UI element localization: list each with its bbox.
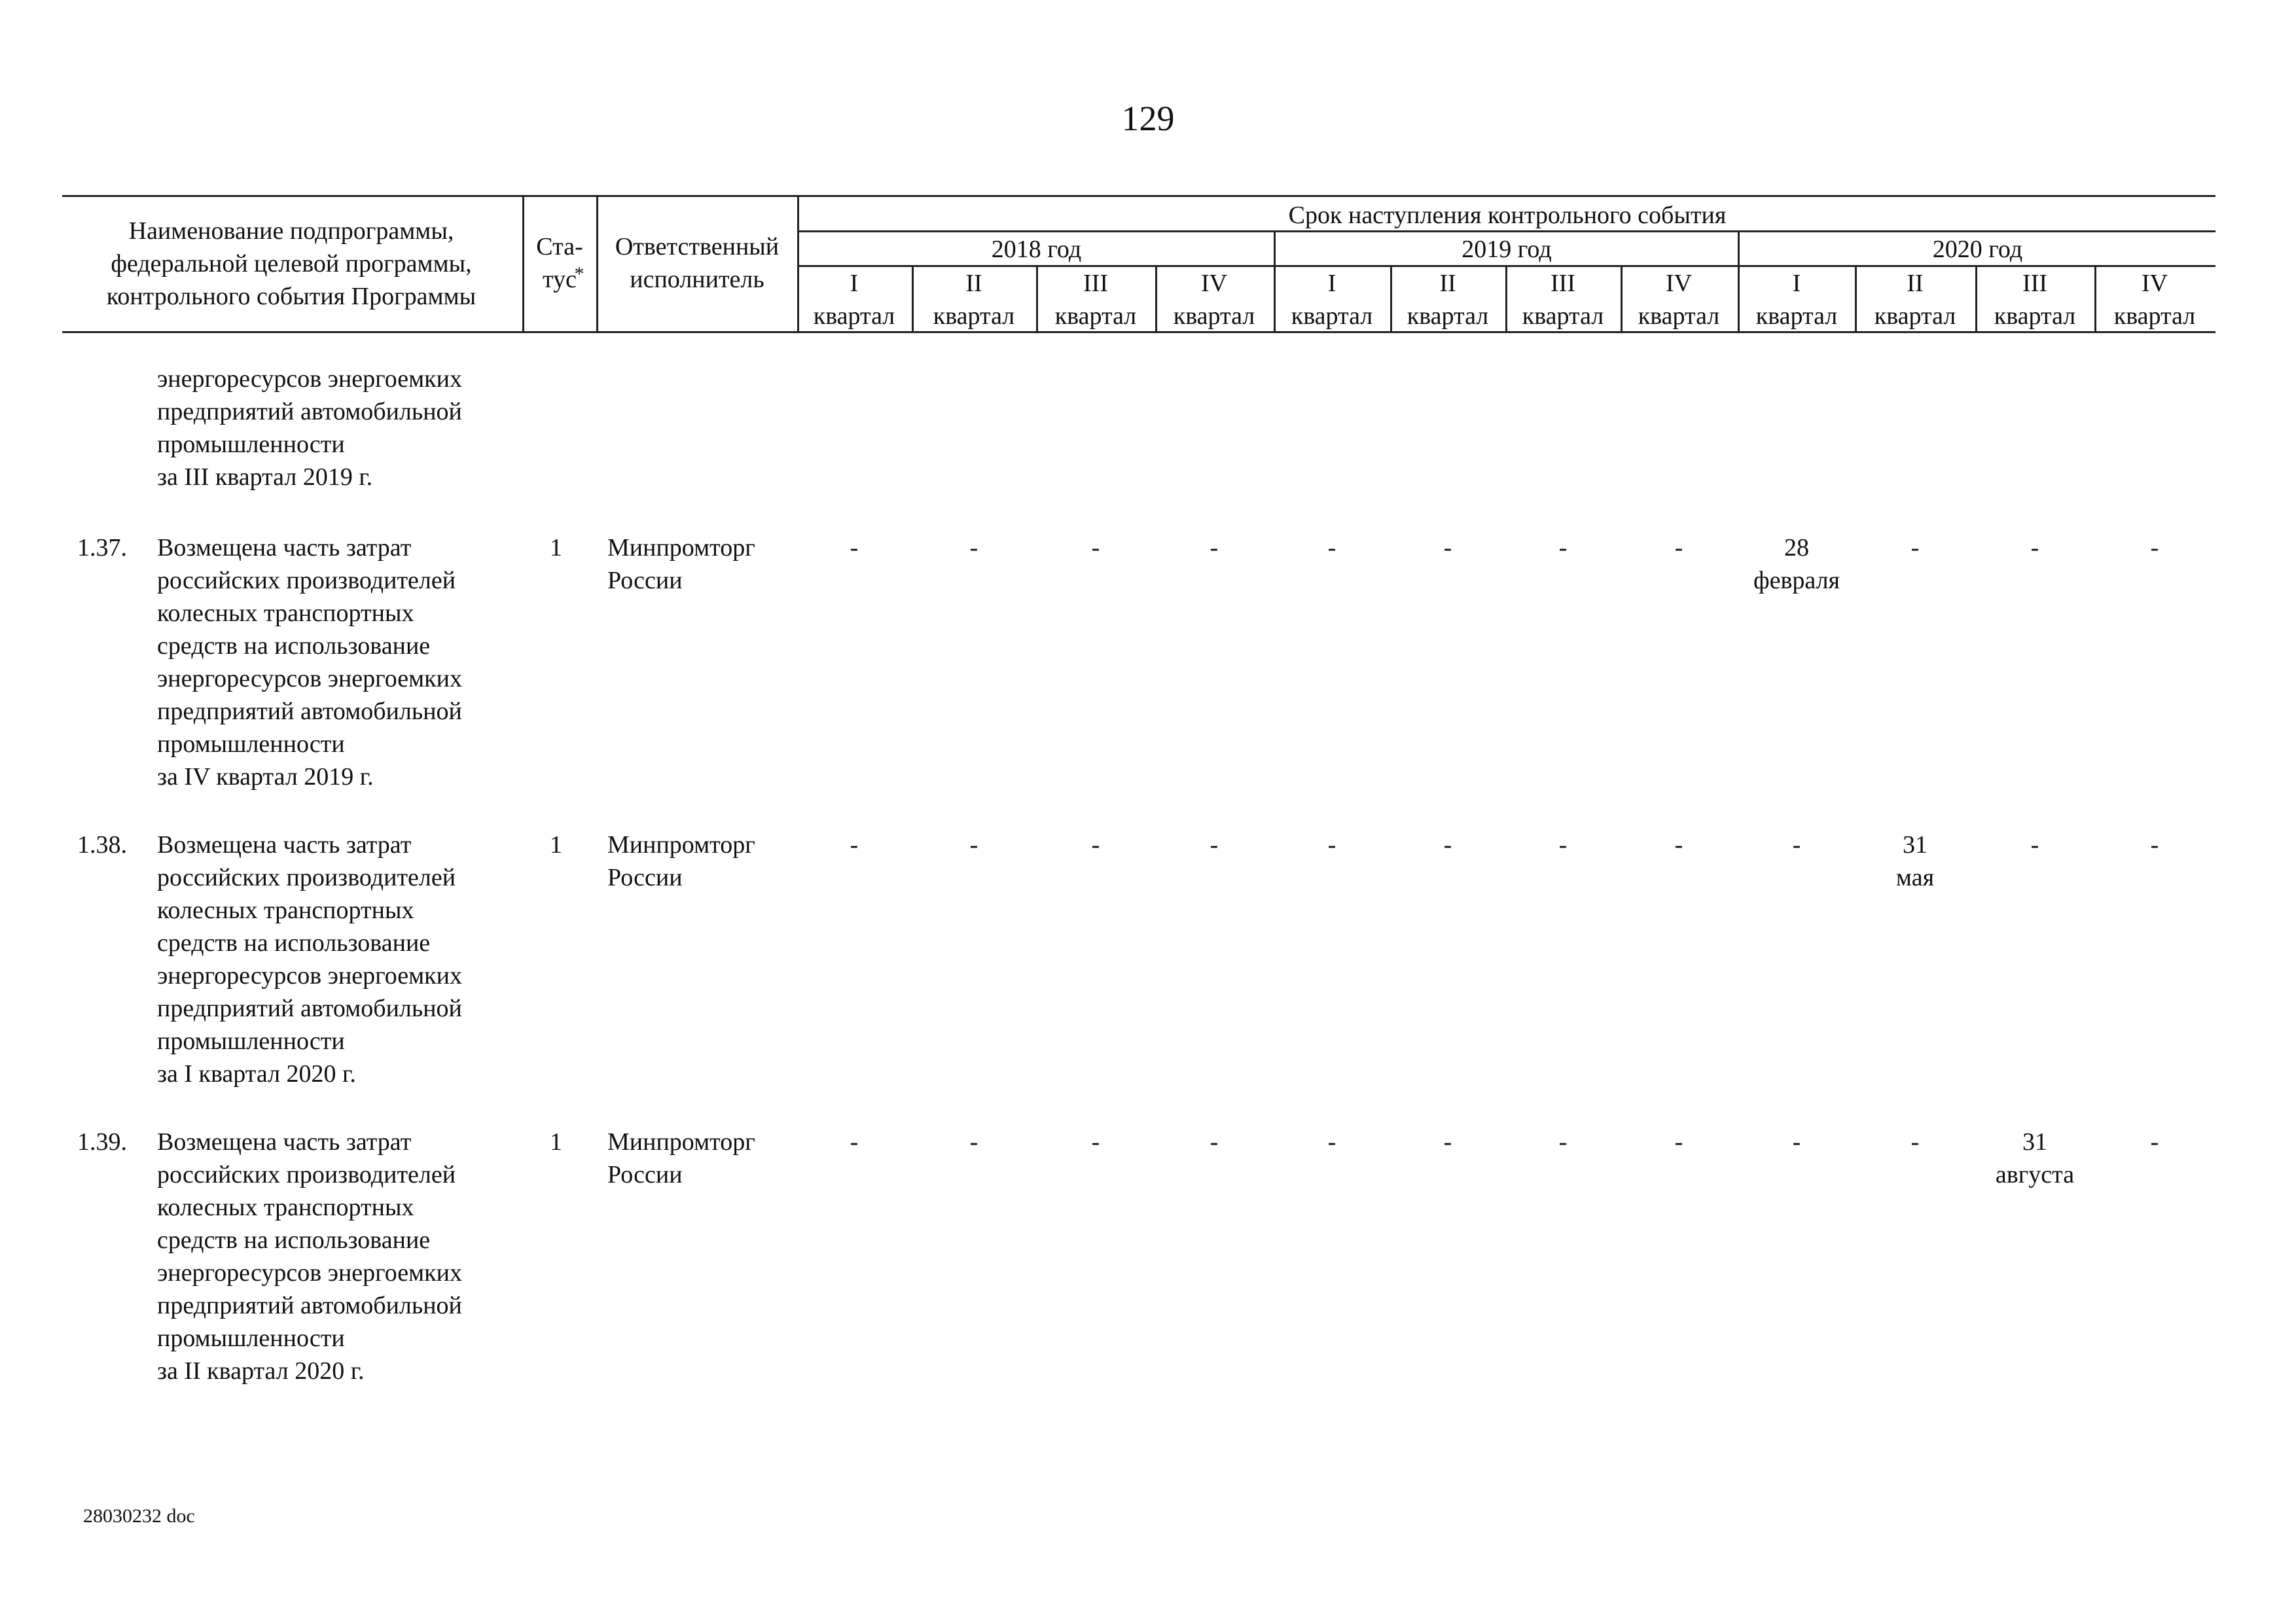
quarter-value: -	[850, 831, 859, 859]
quarter-header-numeral: I	[1327, 270, 1336, 297]
quarter-header-word: квартал	[1755, 302, 1838, 330]
header-executor-column: Ответственный исполнитель	[615, 233, 780, 293]
row-status: 1	[550, 1128, 562, 1156]
quarter-value: -	[1558, 1128, 1568, 1156]
quarter-header-word: квартал	[1638, 302, 1720, 330]
header-year-2018: 2018 год	[991, 236, 1082, 263]
header-year-2020: 2020 год	[1932, 236, 2023, 263]
event-name: энергоресурсов энергоемких предприятий автомобильной промышленности за III квартал 2019 г.	[157, 365, 462, 491]
quarter-value: -	[2150, 1128, 2159, 1156]
quarter-header-numeral: II	[965, 270, 982, 297]
document-code: 28030232 doc	[83, 1505, 195, 1527]
quarter-header-numeral: II	[1439, 270, 1456, 297]
quarter-header-word: квартал	[1291, 302, 1373, 330]
row-executor: Минпромторг России	[607, 831, 755, 891]
quarter-value: -	[1327, 1128, 1336, 1156]
quarter-value: -	[1558, 831, 1568, 859]
quarter-value: -	[1674, 534, 1683, 562]
event-name: Возмещена часть затрат российских производителей колесных транспортных средств на использование энергоресурсов энергоемких предприятий автомобильной промышленности за II квартал 2020 г.	[157, 1128, 462, 1385]
quarter-value: -	[969, 534, 978, 562]
header-status-column: Ста- тус	[536, 233, 583, 293]
quarter-header-numeral: IV	[1665, 270, 1693, 297]
header-name-column: Наименование подпрограммы, федеральной целевой программы, контрольного события Программы	[106, 217, 476, 310]
quarter-value: -	[1674, 1128, 1683, 1156]
quarter-value: -	[1091, 1128, 1100, 1156]
quarter-value: 28 февраля	[1753, 534, 1840, 594]
quarter-value: -	[1910, 534, 1920, 562]
quarter-header-word: квартал	[1994, 302, 2076, 330]
quarter-value: 31 мая	[1895, 831, 1935, 891]
quarter-value: -	[1674, 831, 1683, 859]
quarter-value: -	[1443, 831, 1452, 859]
quarter-value: -	[969, 1128, 978, 1156]
quarter-value: -	[1443, 1128, 1452, 1156]
quarter-value: -	[2150, 831, 2159, 859]
quarter-header-word: квартал	[1407, 302, 1489, 330]
quarter-header-word: квартал	[1054, 302, 1137, 330]
quarter-value: -	[2150, 534, 2159, 562]
quarter-header-numeral: I	[850, 270, 859, 297]
event-name: Возмещена часть затрат российских производителей колесных транспортных средств на использование энергоресурсов энергоемких предприятий автомобильной промышленности за I квартал 2020 г.	[157, 831, 462, 1088]
row-number: 1.38.	[77, 831, 127, 859]
quarter-value: -	[1327, 534, 1336, 562]
quarter-header-numeral: III	[2022, 270, 2047, 297]
quarter-value: -	[969, 831, 978, 859]
quarter-value: -	[1792, 1128, 1801, 1156]
quarter-header-numeral: III	[1551, 270, 1575, 297]
quarter-value: -	[1558, 534, 1568, 562]
row-executor: Минпромторг России	[607, 1128, 755, 1188]
quarter-header-numeral: II	[1907, 270, 1924, 297]
quarter-value: -	[1091, 831, 1100, 859]
quarter-header-word: квартал	[1874, 302, 1956, 330]
page-number: 129	[1121, 99, 1175, 138]
quarter-value: -	[850, 534, 859, 562]
quarter-value: -	[1091, 534, 1100, 562]
quarter-header-numeral: I	[1792, 270, 1801, 297]
header-deadline-title: Срок наступления контрольного события	[1288, 202, 1727, 229]
header-status-footnote-mark: *	[574, 263, 584, 285]
quarter-value: -	[1210, 1128, 1219, 1156]
quarter-header-numeral: IV	[1200, 270, 1228, 297]
quarter-value: -	[1210, 534, 1219, 562]
header-year-2019: 2019 год	[1462, 236, 1552, 263]
quarter-value: 31 августа	[1995, 1128, 2075, 1188]
row-status: 1	[550, 534, 562, 562]
quarter-header-word: квартал	[813, 302, 895, 330]
row-executor: Минпромторг России	[607, 534, 755, 594]
event-name: Возмещена часть затрат российских производителей колесных транспортных средств на использование энергоресурсов энергоемких предприятий автомобильной промышленности за IV квартал 2019 г.	[157, 534, 462, 791]
quarter-value: -	[1443, 534, 1452, 562]
quarter-value: -	[1792, 831, 1801, 859]
quarter-value: -	[2030, 534, 2039, 562]
quarter-header-numeral: IV	[2141, 270, 2168, 297]
quarter-header-word: квартал	[1522, 302, 1604, 330]
quarter-value: -	[1327, 831, 1336, 859]
row-number: 1.37.	[77, 534, 127, 562]
row-number: 1.39.	[77, 1128, 127, 1156]
row-status: 1	[550, 831, 562, 859]
quarter-value: -	[2030, 831, 2039, 859]
quarter-value: -	[850, 1128, 859, 1156]
table-top-border	[62, 195, 2215, 197]
quarter-header-word: квартал	[1173, 302, 1255, 330]
quarter-header-numeral: III	[1083, 270, 1108, 297]
quarter-header-word: квартал	[2113, 302, 2196, 330]
quarter-value: -	[1910, 1128, 1920, 1156]
quarter-header-word: квартал	[933, 302, 1015, 330]
quarter-value: -	[1210, 831, 1219, 859]
